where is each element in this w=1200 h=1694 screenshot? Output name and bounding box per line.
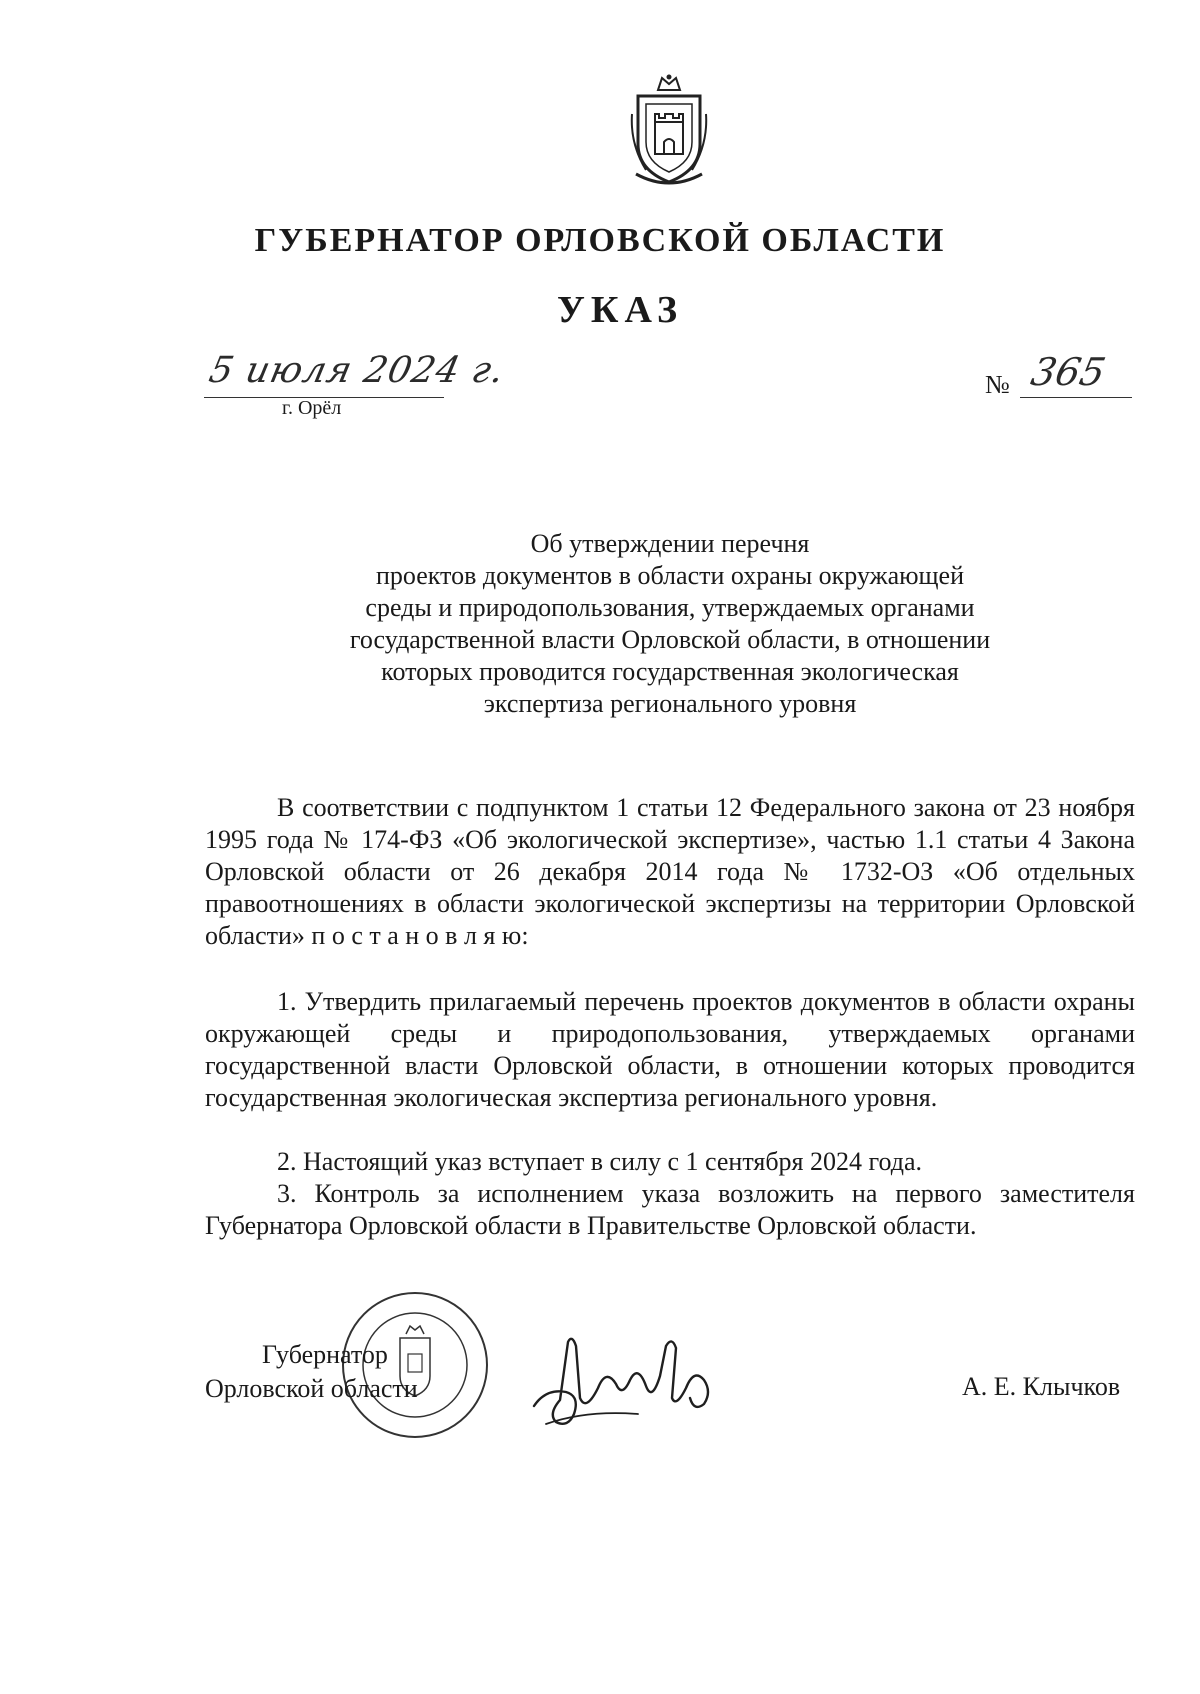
issue-city: г. Орёл bbox=[282, 397, 342, 419]
document-number: 365 bbox=[1027, 350, 1110, 394]
document-subject bbox=[310, 528, 1030, 720]
item-1-paragraph: 1. Утвердить прилагаемый перечень проектов документов в области охраны окружающей среды и природопользования, утверждаемых органами государственной власти Орловской области, в отношении которых проводится государственная экологическая экспертиза регионального уровня. bbox=[205, 987, 1135, 1112]
subject-line: проектов документов в области охраны окружающей bbox=[375, 561, 965, 590]
issuing-authority-heading: ГУБЕРНАТОР ОРЛОВСКОЙ ОБЛАСТИ bbox=[254, 222, 946, 259]
preamble-paragraph: В соответствии с подпунктом 1 статьи 12 Федерального закона от 23 ноября 1995 года № 174-ФЗ «Об экологической экспертизе», частью 1.1 статьи 4 Закона Орловской области от 26 декабря 2014 года № 1732-ОЗ «Об отдельных правоотношениях в области экологической экспертизы на территории Орловской области» п о с т а н о в л я ю: bbox=[205, 793, 1135, 950]
number-label: № bbox=[985, 370, 1010, 399]
document-date: 5 июля 2024 г. bbox=[205, 350, 509, 391]
handwritten-signature bbox=[526, 1328, 726, 1438]
number-underline bbox=[1020, 397, 1132, 398]
signer-title-line-2: Орловской области bbox=[205, 1374, 418, 1403]
subject-line: государственной власти Орловской области, в отношении bbox=[349, 625, 991, 654]
subject-line: которых проводится государственная экологическая bbox=[381, 657, 959, 686]
item-2-paragraph: 2. Настоящий указ вступает в силу с 1 сентября 2024 года. bbox=[277, 1147, 923, 1176]
item-3-paragraph: 3. Контроль за исполнением указа возложить на первого заместителя Губернатора Орловской области в Правительстве Орловской области. bbox=[205, 1179, 1135, 1240]
signer-name: А. Е. Клычков bbox=[962, 1372, 1121, 1401]
coat-of-arms-icon bbox=[628, 74, 710, 186]
subject-line: среды и природопользования, утверждаемых органами bbox=[365, 593, 975, 622]
subject-line: экспертиза регионального уровня bbox=[483, 689, 857, 718]
signer-title-line-1: Губернатор bbox=[262, 1340, 388, 1369]
document-type-heading: УКАЗ bbox=[557, 289, 683, 331]
subject-line: Об утверждении перечня bbox=[530, 529, 810, 558]
